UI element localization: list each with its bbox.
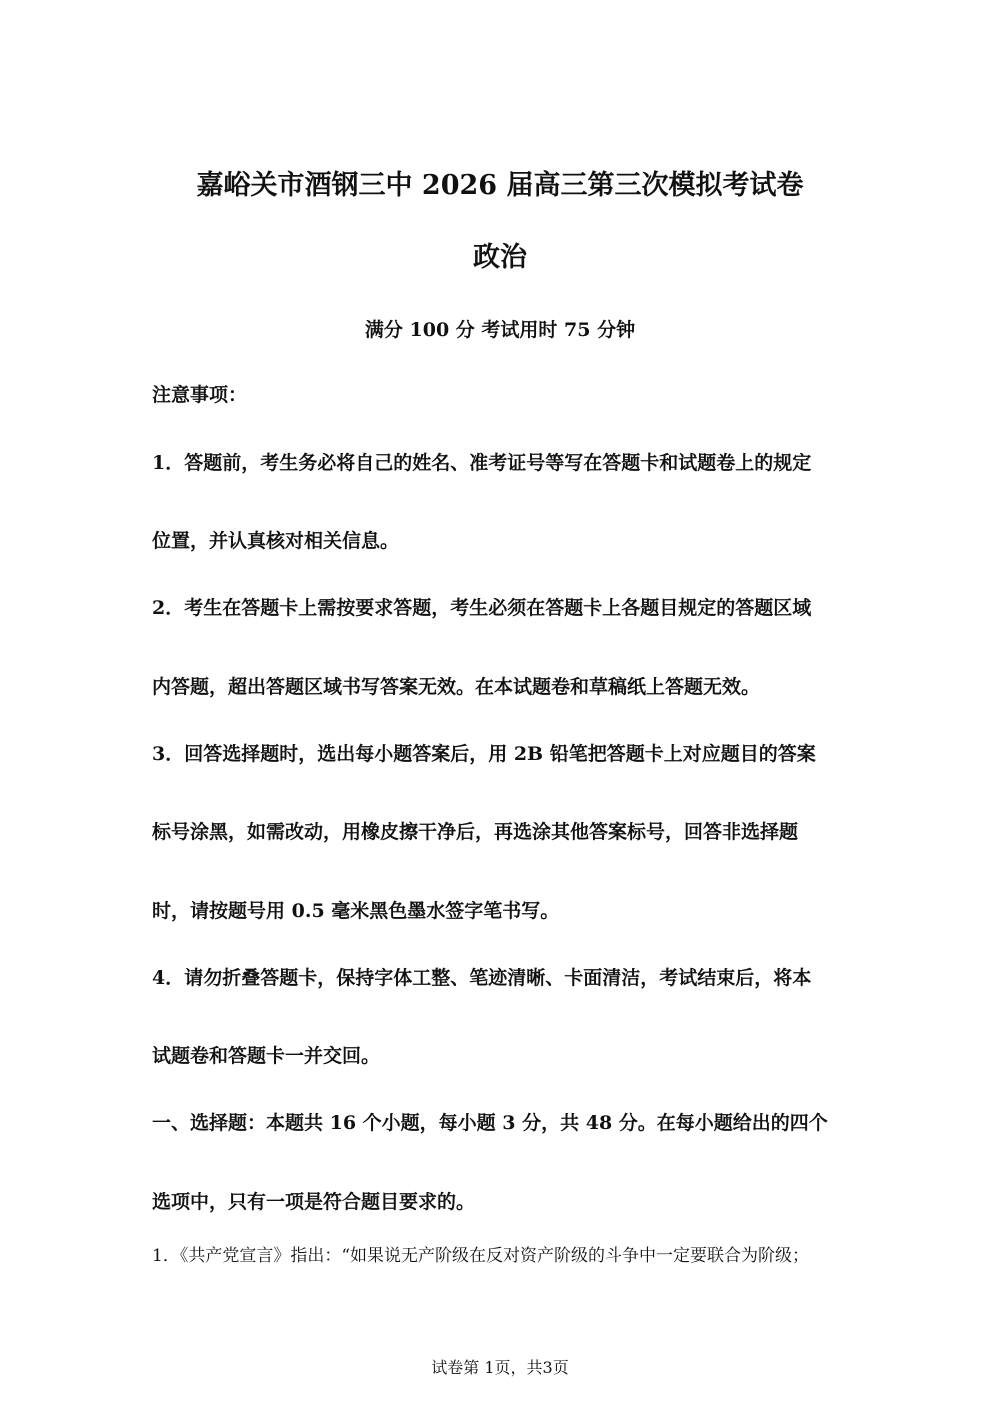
note-line: 4．请勿折叠答题卡，保持字体工整、笔迹清晰、卡面清洁，考试结束后，将本 [152,967,812,989]
exam-subject: 政治 [473,242,527,273]
section-heading: 一、选择题：本题共 16 个小题，每小题 3 分，共 48 分。在每小题给出的四个 [152,1112,828,1134]
note-line: 2．考生在答题卡上需按要求答题，考生必须在答题卡上各题目规定的答题区域 [152,597,812,619]
note-line: 时，请按题号用 0.5 毫米黑色墨水签字笔书写。 [152,900,560,922]
note-line: 内答题，超出答题区域书写答案无效。在本试题卷和草稿纸上答题无效。 [152,676,761,698]
note-line: 3．回答选择题时，选出每小题答案后，用 2B 铅笔把答题卡上对应题目的答案 [152,743,816,765]
note-line: 标号涂黑，如需改动，用橡皮擦干净后，再选涂其他答案标号，回答非选择题 [152,821,799,843]
note-line: 位置，并认真核对相关信息。 [152,530,400,552]
section-heading: 选项中，只有一项是符合题目要求的。 [152,1191,476,1213]
exam-info: 满分 100 分 考试用时 75 分钟 [364,319,636,341]
page-footer: 试卷第 1页，共3页 [431,1358,569,1377]
note-line: 试题卷和答题卡一并交回。 [152,1045,381,1067]
note-line: 1．答题前，考生务必将自己的姓名、准考证号等写在答题卡和试题卷上的规定 [152,452,812,474]
notes-heading: 注意事项： [152,384,248,406]
question-1: 1．《共产党宣言》指出：“如果说无产阶级在反对资产阶级的斗争中一定要联合为阶级； [152,1246,810,1266]
exam-title: 嘉峪关市酒钢三中 2026 届高三第三次模拟考试卷 [196,170,804,201]
